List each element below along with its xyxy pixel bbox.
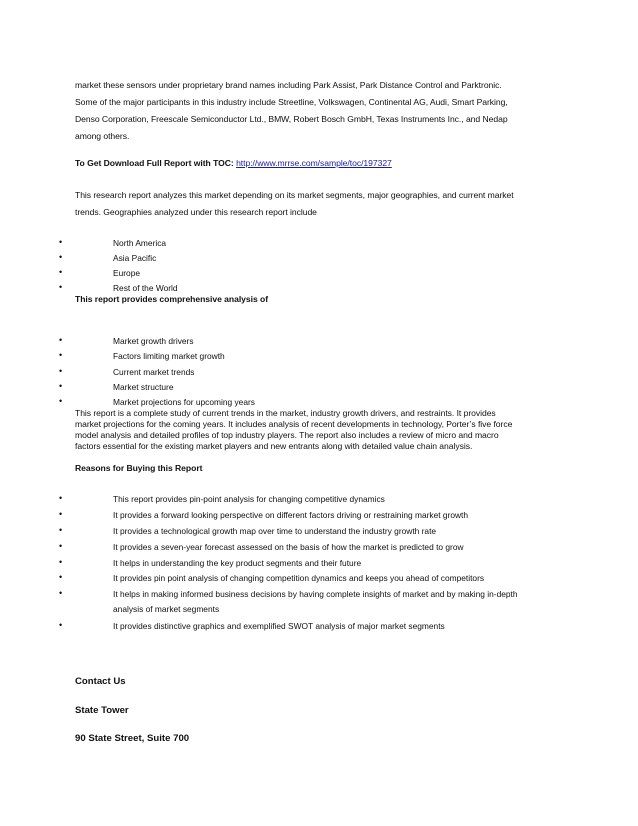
bullet-icon: • — [59, 252, 63, 262]
bullet-icon: • — [59, 237, 63, 247]
bullet-icon: • — [59, 366, 63, 376]
bullet-icon: • — [59, 509, 63, 519]
reason-item: It helps in understanding the key product segments and their future — [113, 558, 362, 568]
reason-item: It provides a forward looking perspective on different factors driving or restraining market growth — [113, 510, 469, 520]
geography-item: Asia Pacific — [113, 253, 157, 263]
geography-item: North America — [113, 238, 167, 248]
download-label: To Get Download Full Report with TOC: — [75, 158, 237, 168]
contact-address: 90 State Street, Suite 700 — [75, 733, 190, 744]
bullet-icon: • — [59, 282, 63, 292]
reason-item: It provides a technological growth map over time to understand the industry growth rate — [113, 526, 437, 536]
study-line: model analysis and detailed profiles of top industry players. The report also includes a review of micro and macro — [75, 430, 499, 440]
bullet-icon: • — [59, 620, 63, 630]
download-line — [75, 158, 392, 168]
geography-item: Rest of the World — [113, 283, 178, 293]
reason-item: This report provides pin-point analysis for changing competitive dynamics — [113, 494, 385, 504]
analysis-item: Current market trends — [113, 367, 195, 377]
bullet-icon: • — [59, 335, 63, 345]
reason-item: It helps in making informed business decisions by having complete insights of market and by making in-depth — [113, 589, 518, 599]
geography-item: Europe — [113, 268, 141, 278]
analysis-heading: This report provides comprehensive analysis of — [75, 294, 269, 304]
bullet-icon: • — [59, 557, 63, 567]
reason-item: It provides a seven-year forecast assessed on the basis of how the market is predicted to grow — [113, 542, 464, 552]
intro-line: among others. — [75, 131, 130, 141]
intro-line: Some of the major participants in this industry include Streetline, Volkswagen, Continental AG, Audi, Smart Parking, — [75, 97, 508, 107]
analysis-item: Market growth drivers — [113, 336, 194, 346]
analysis-item: Market projections for upcoming years — [113, 397, 255, 407]
bullet-icon: • — [59, 588, 63, 598]
bullet-icon: • — [59, 396, 63, 406]
analysis-item: Factors limiting market growth — [113, 351, 225, 361]
bullet-icon: • — [59, 541, 63, 551]
reason-item-continuation: analysis of market segments — [113, 604, 220, 614]
reasons-heading: Reasons for Buying this Report — [75, 463, 203, 473]
intro-line: Denso Corporation, Freescale Semiconductor Ltd., BMW, Robert Bosch GmbH, Texas Instruments Inc., and Nedap — [75, 114, 508, 124]
reason-item: It provides distinctive graphics and exemplified SWOT analysis of major market segments — [113, 621, 445, 631]
study-line: This report is a complete study of current trends in the market, industry growth drivers, and restraints. It provides — [75, 408, 496, 418]
bullet-icon: • — [59, 267, 63, 277]
contact-heading: Contact Us — [75, 676, 126, 687]
bullet-icon: • — [59, 381, 63, 391]
research-line: trends. Geographies analyzed under this research report include — [75, 207, 317, 217]
reason-item: It provides pin point analysis of changing competition dynamics and keeps you ahead of competitors — [113, 573, 485, 583]
research-line: This research report analyzes this market depending on its market segments, major geographies, and current market — [75, 190, 514, 200]
bullet-icon: • — [59, 525, 63, 535]
study-line: factors essential for the existing market players and new entrants along with detailed value chain analysis. — [75, 441, 473, 451]
analysis-item: Market structure — [113, 382, 174, 392]
download-link[interactable]: http://www.mrrse.com/sample/toc/197327 — [236, 158, 392, 168]
contact-line: State Tower — [75, 705, 129, 716]
intro-line: market these sensors under proprietary brand names including Park Assist, Park Distance Control and Parktronic. — [75, 80, 502, 90]
bullet-icon: • — [59, 493, 63, 503]
bullet-icon: • — [59, 350, 63, 360]
bullet-icon: • — [59, 572, 63, 582]
study-line: market projections for the coming years. It includes analysis of recent developments in technology, Porter’s five force — [75, 419, 513, 429]
